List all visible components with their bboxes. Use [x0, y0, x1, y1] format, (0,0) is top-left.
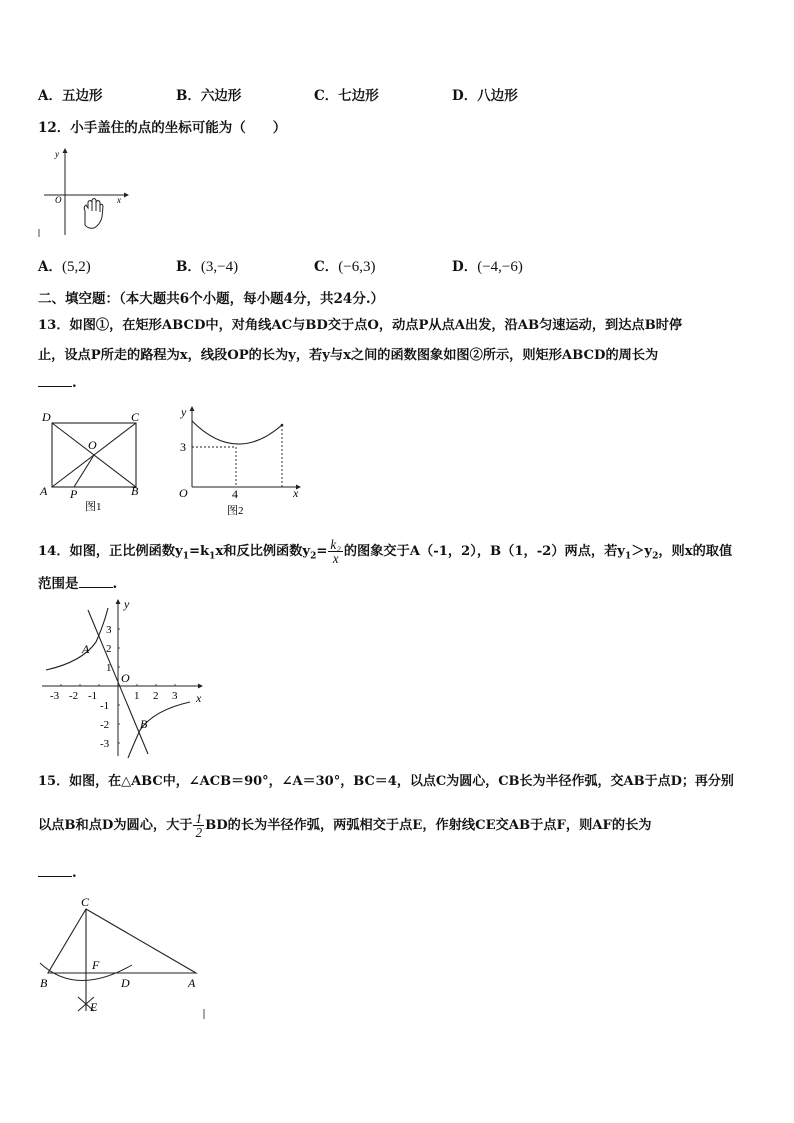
q14-y-label: y [124, 597, 130, 611]
q12-option-b: B．(3,−4) [176, 259, 239, 275]
q12-stem: 12．小手盖住的点的坐标可能为（ ） [38, 120, 287, 136]
fig2-y-label: y [181, 405, 187, 419]
q14-xtick: 1 [134, 690, 140, 702]
q14-fraction: $\frac{\text{k₂}}{x}$ [330, 537, 341, 566]
q14-xtick: -1 [88, 690, 98, 702]
fig1-label-p: P [70, 487, 78, 501]
q15-fraction: $\frac{1}{2}$ [195, 811, 203, 840]
q12-coordinate-figure [38, 145, 138, 240]
q12-x-label: x [117, 195, 121, 205]
q14-ytick: -3 [100, 738, 110, 750]
q14-xtick: 2 [153, 690, 159, 702]
fig1-label-o: O [88, 438, 97, 452]
fig1-label-d: D [42, 410, 51, 424]
fig2-origin-label: O [179, 486, 188, 500]
q14-ytick: 2 [106, 643, 112, 655]
q14-xtick: -3 [50, 690, 60, 702]
q12-option-c: C．(−6,3) [314, 259, 376, 275]
q15-answer-blank: . [38, 864, 77, 881]
q15-triangle-figure [36, 893, 211, 1023]
q13-answer-blank: . [38, 374, 77, 391]
q15-label-f: F [92, 958, 100, 972]
q14-line1: 14．如图，正比例函数$y_1=k_1x$和反比例函数$y_2=$ $\frac{\text{k₂}}{x}$ 的图象交于A（-1，2），B（1，-2）两点，若$y_1>y_2$，则x的取值 [38, 537, 733, 566]
q15-line2: 以点B和点D为圆心，大于 $\frac{1}{2}$ BD的长为半径作弧，两弧相交于点E，作射线CE交AB于点F，则AF的长为 [38, 811, 652, 840]
q13-figure1-rectangle [38, 407, 148, 513]
q15-label-c: C [81, 895, 90, 909]
q12-y-label: y [55, 149, 59, 159]
q14-function-graph [38, 598, 208, 758]
fig2-xtick-4: 4 [232, 487, 238, 501]
q14-xtick: 3 [172, 690, 178, 702]
fig1-label-b: B [131, 484, 139, 498]
fig2-x-label: x [293, 486, 299, 500]
q14-ytick: 3 [106, 624, 112, 636]
q13-line1: 13．如图①，在矩形ABCD中，对角线AC与BD交于点O，动点P从点A出发，沿AB匀速运动，到达点B时停 [38, 318, 683, 333]
fig2-ytick-3: 3 [180, 440, 186, 454]
q12-option-a: A．(5,2) [38, 259, 91, 275]
section-title: 二、填空题：（本大题共6个小题，每小题4分，共24分.） [38, 291, 385, 307]
q14-x-label: x [196, 691, 202, 705]
q14-point-b-label: B [140, 717, 148, 731]
fig2-caption: 图2 [227, 505, 244, 517]
q14-line2: 范围是 . [38, 576, 118, 592]
hand-icon [84, 199, 103, 229]
q11-option-b: B．六边形 [176, 88, 242, 104]
q11-option-d: D．八边形 [452, 88, 518, 104]
q14-origin-label: O [121, 671, 130, 685]
q14-ytick: 1 [106, 662, 112, 674]
q14-point-a-label: A [82, 642, 90, 656]
q15-label-b: B [40, 976, 48, 990]
fig1-caption: 图1 [85, 501, 102, 513]
q15-label-e: E [90, 1000, 98, 1014]
q14-xtick: -2 [69, 690, 79, 702]
q14-ytick: -2 [100, 719, 110, 731]
fig1-label-a: A [40, 484, 48, 498]
q12-origin-label: O [55, 195, 62, 205]
q15-line1: 15．如图，在△ABC中，∠ACB＝90°，∠A＝30°，BC＝4，以点C为圆心，CB长为半径作弧，交AB于点D；再分别 [38, 774, 734, 789]
q13-figure2-graph [176, 405, 306, 517]
q15-label-d: D [121, 976, 130, 990]
q14-ytick: -1 [100, 700, 110, 712]
q15-label-a: A [188, 976, 196, 990]
fig1-label-c: C [131, 410, 140, 424]
q11-option-a: A．五边形 [38, 88, 103, 104]
q13-line2: 止，设点P所走的路程为x，线段OP的长为y，若y与x之间的函数图象如图②所示，则矩形ABCD的周长为 [38, 348, 659, 363]
q12-option-d: D．(−4,−6) [452, 259, 523, 275]
q11-option-c: C．七边形 [314, 88, 379, 104]
